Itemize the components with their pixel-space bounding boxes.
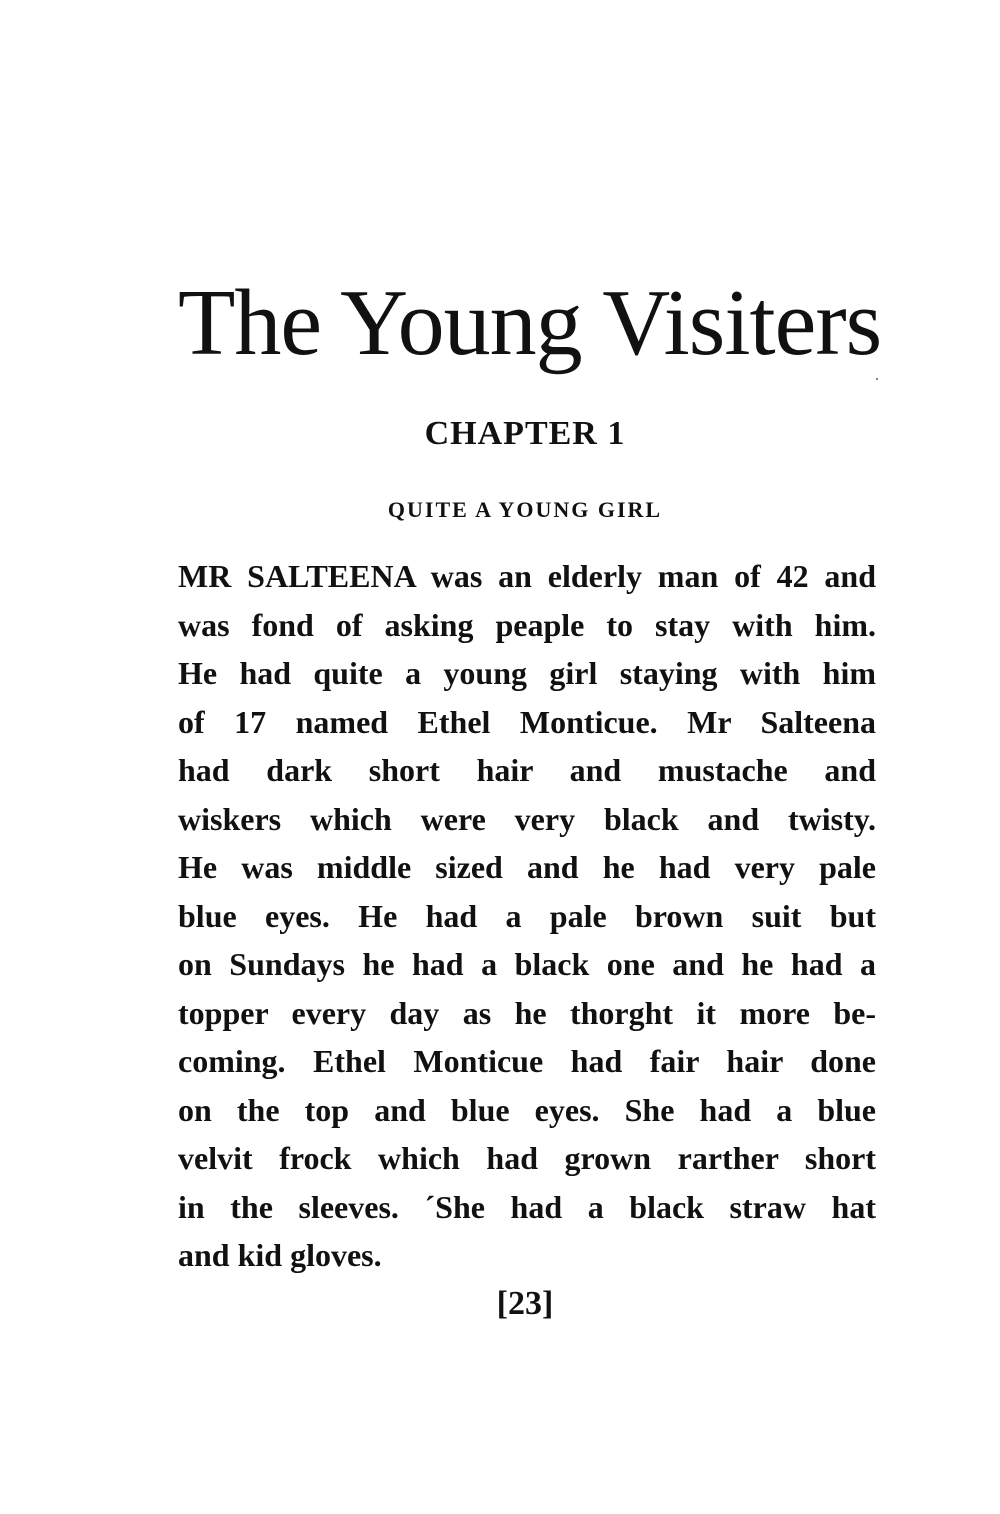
body-line: velvit frock which had grown rarther short — [178, 1140, 876, 1176]
body-line: He had quite a young girl staying with him — [178, 655, 876, 691]
chapter-title: QUITE A YOUNG GIRL — [387, 497, 663, 522]
body-text — [178, 552, 876, 1280]
body-line: of 17 named Ethel Monticue. Mr Salteena — [178, 703, 876, 740]
body-line: wiskers which were very black and twisty. — [178, 800, 876, 837]
body-line-last: and kid gloves. — [178, 1237, 382, 1273]
body-line: MR SALTEENA was an elderly man of 42 and — [178, 558, 876, 594]
page-number: [23] — [496, 1285, 554, 1322]
body-line: He was middle sized and he had very pale — [178, 849, 876, 885]
body-line: on the top and blue eyes. She had a blue — [178, 1091, 876, 1128]
body-line: coming. Ethel Monticue had fair hair done — [178, 1043, 876, 1079]
body-line: had dark short hair and mustache and — [178, 752, 876, 788]
body-line: on Sundays he had a black one and he had a — [178, 946, 876, 982]
body-line: in the sleeves. ´She had a black straw hat — [178, 1188, 876, 1225]
chapter-number: CHAPTER 1 — [424, 415, 626, 452]
body-line: blue eyes. He had a pale brown suit but — [178, 897, 876, 934]
body-line: topper every day as he thorght it more be- — [178, 994, 876, 1031]
page-title: The Young Visiters — [178, 271, 882, 375]
body-line: was fond of asking peaple to stay with him. — [178, 606, 876, 643]
stray-mark — [876, 378, 878, 380]
